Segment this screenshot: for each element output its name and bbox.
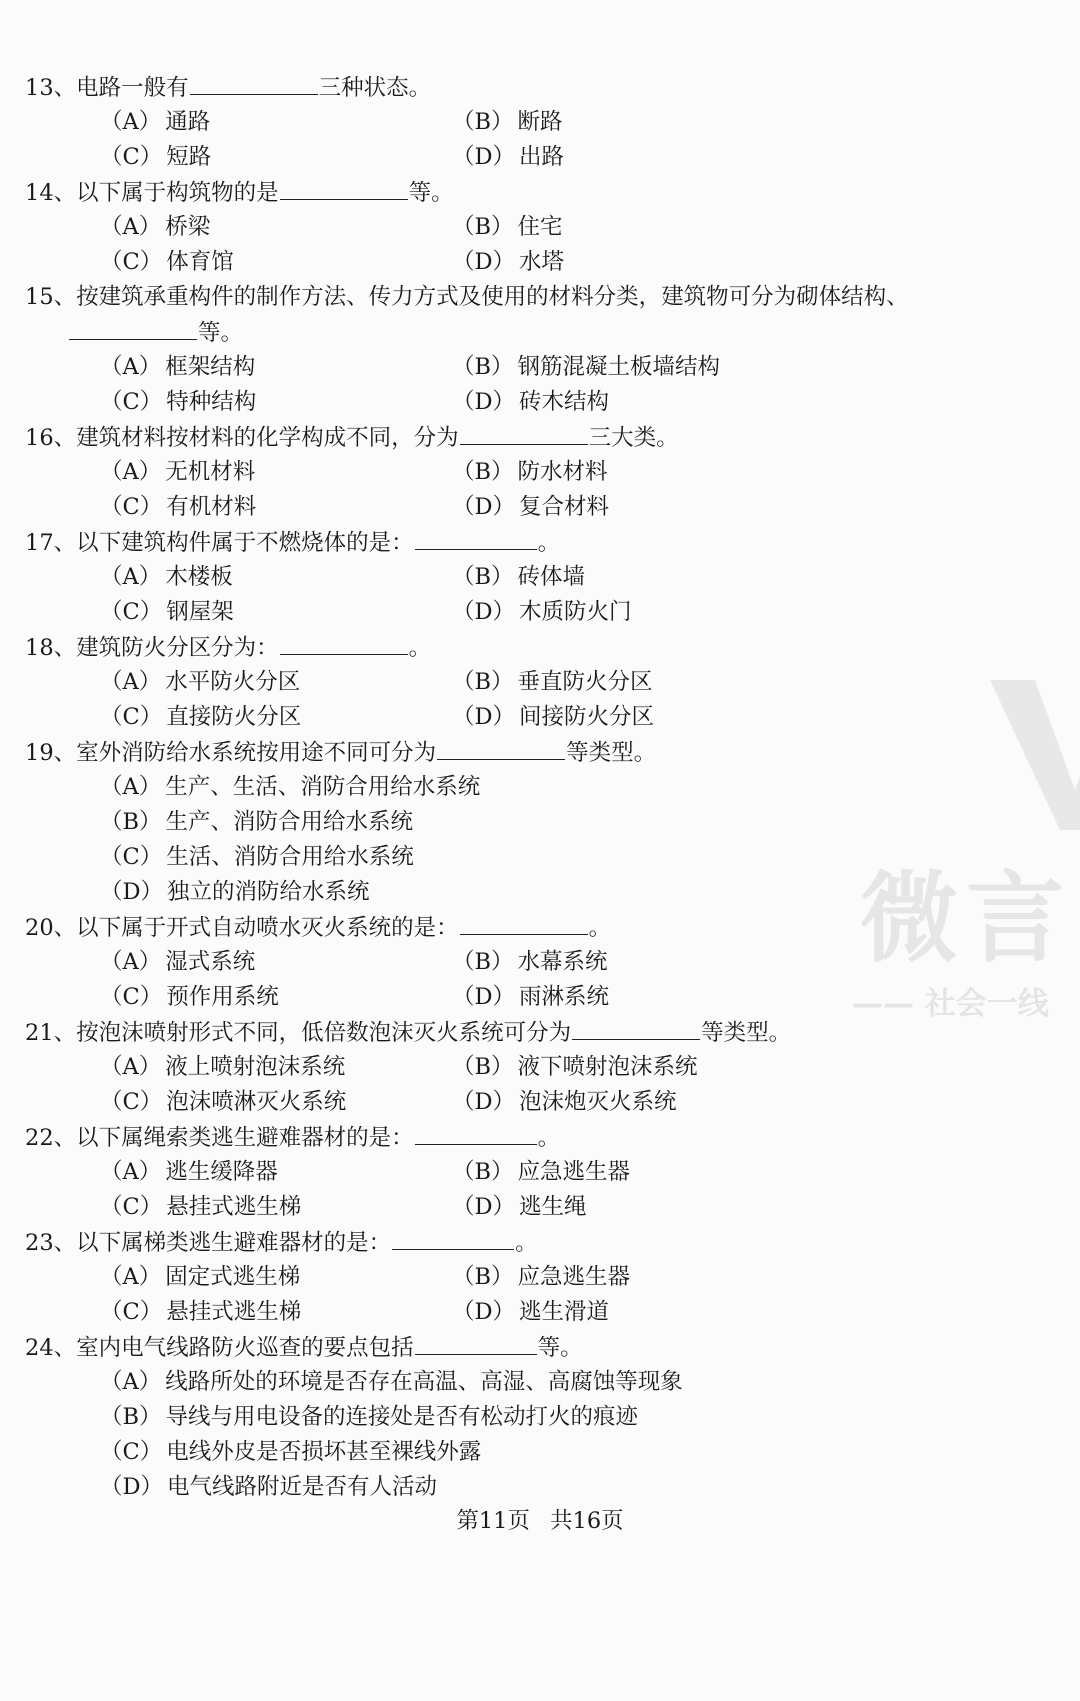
option-text: 垂直防火分区 bbox=[517, 669, 653, 695]
question-text-end: 等。 bbox=[537, 1335, 583, 1361]
answer-blank[interactable] bbox=[460, 912, 588, 935]
option-text: 电线外皮是否损坏甚至裸线外露 bbox=[166, 1439, 482, 1465]
option-letter: （C） bbox=[100, 1194, 163, 1220]
question-text: 以下属绳索类逃生避难器材的是： bbox=[76, 1125, 414, 1151]
option-letter: （D） bbox=[452, 1299, 516, 1325]
option-letter: （A） bbox=[100, 774, 162, 800]
option bbox=[100, 387, 256, 417]
answer-blank[interactable] bbox=[460, 422, 588, 445]
option-letter: （A） bbox=[100, 1369, 162, 1395]
question-stem bbox=[25, 632, 431, 663]
option bbox=[452, 387, 609, 417]
option-letter: （B） bbox=[452, 669, 514, 695]
option-text: 固定式逃生梯 bbox=[165, 1264, 301, 1290]
question-stem-continued bbox=[68, 317, 243, 348]
option-letter: （A） bbox=[100, 459, 162, 485]
option-text: 砖木结构 bbox=[519, 389, 610, 415]
option bbox=[452, 352, 720, 382]
question-number: 18、 bbox=[25, 635, 77, 661]
option bbox=[100, 1192, 301, 1222]
question-stem bbox=[25, 422, 679, 453]
page-total: 共16页 bbox=[550, 1508, 624, 1534]
option-text: 住宅 bbox=[517, 214, 563, 240]
question-text-end: 。 bbox=[588, 915, 612, 941]
option bbox=[100, 562, 233, 592]
option-text: 直接防火分区 bbox=[166, 704, 302, 730]
option bbox=[452, 702, 654, 732]
option bbox=[100, 1402, 638, 1432]
question-number: 15、 bbox=[25, 284, 77, 310]
option bbox=[452, 562, 585, 592]
question-text: 按泡沫喷射形式不同，低倍数泡沫灭火系统可分为 bbox=[76, 1020, 572, 1046]
option bbox=[452, 107, 563, 137]
question-number: 19、 bbox=[25, 740, 77, 766]
question-number: 20、 bbox=[25, 915, 77, 941]
question-number: 21、 bbox=[25, 1020, 77, 1046]
option-text: 独立的消防给水系统 bbox=[167, 879, 370, 905]
option-text: 悬挂式逃生梯 bbox=[166, 1299, 302, 1325]
answer-blank[interactable] bbox=[572, 1017, 700, 1040]
question-text-end: 。 bbox=[515, 1230, 538, 1256]
option-text: 钢筋混凝土板墙结构 bbox=[517, 354, 721, 380]
option-letter: （A） bbox=[100, 669, 162, 695]
question-number: 24、 bbox=[25, 1335, 77, 1361]
question-stem bbox=[25, 527, 560, 558]
option-letter: （B） bbox=[452, 1054, 514, 1080]
option bbox=[452, 982, 609, 1012]
question-number: 22、 bbox=[25, 1125, 77, 1151]
option-letter: （A） bbox=[100, 214, 162, 240]
option bbox=[452, 492, 609, 522]
question-stem bbox=[25, 1017, 791, 1048]
option bbox=[100, 667, 300, 697]
question-stem bbox=[25, 1122, 560, 1153]
question-text: 电路一般有 bbox=[76, 75, 189, 101]
option-text: 特种结构 bbox=[166, 389, 257, 415]
option-letter: （C） bbox=[100, 494, 163, 520]
option-text: 生产、生活、消防合用给水系统 bbox=[165, 774, 481, 800]
option bbox=[100, 1437, 481, 1467]
option bbox=[100, 877, 370, 907]
option-letter: （B） bbox=[452, 949, 514, 975]
option bbox=[100, 142, 211, 172]
question-stem bbox=[25, 1332, 583, 1363]
option-letter: （C） bbox=[100, 144, 163, 170]
option-text: 砖体墙 bbox=[517, 564, 586, 590]
option-letter: （D） bbox=[452, 389, 516, 415]
question-text-end: 等类型。 bbox=[701, 1020, 792, 1046]
answer-blank[interactable] bbox=[280, 632, 408, 655]
option-letter: （B） bbox=[452, 564, 514, 590]
option-text: 短路 bbox=[166, 144, 212, 170]
option-text: 悬挂式逃生梯 bbox=[166, 1194, 302, 1220]
option-text: 生活、消防合用给水系统 bbox=[166, 844, 414, 870]
option-letter: （C） bbox=[100, 704, 163, 730]
page-number: 第11页 bbox=[456, 1508, 530, 1534]
option-letter: （D） bbox=[452, 249, 516, 275]
option bbox=[100, 1157, 278, 1187]
question-text-end: 等类型。 bbox=[566, 740, 657, 766]
option-text: 木楼板 bbox=[165, 564, 233, 590]
option-text: 出路 bbox=[519, 144, 565, 170]
question-text-end: 等。 bbox=[408, 180, 454, 206]
answer-blank[interactable] bbox=[415, 1122, 537, 1145]
option-letter: （D） bbox=[100, 1474, 164, 1500]
option-letter: （D） bbox=[452, 1194, 516, 1220]
question-text: 建筑材料按材料的化学构成不同，分为 bbox=[76, 425, 459, 451]
question-text: 以下建筑构件属于不燃烧体的是： bbox=[76, 530, 414, 556]
option-letter: （B） bbox=[452, 109, 514, 135]
option bbox=[452, 667, 653, 697]
question-stem bbox=[25, 912, 611, 943]
option bbox=[452, 457, 608, 487]
option-letter: （B） bbox=[452, 459, 514, 485]
option-letter: （D） bbox=[452, 704, 516, 730]
option bbox=[100, 247, 234, 277]
answer-blank[interactable] bbox=[190, 72, 318, 95]
option-text: 线路所处的环境是否存在高温、高湿、高腐蚀等现象 bbox=[165, 1369, 683, 1395]
option-text: 有机材料 bbox=[166, 494, 257, 520]
option-text: 泡沫炮灭火系统 bbox=[519, 1089, 677, 1115]
option-letter: （C） bbox=[100, 1439, 163, 1465]
question-text-end: 等。 bbox=[198, 320, 244, 346]
option bbox=[452, 947, 608, 977]
option bbox=[452, 597, 632, 627]
option-letter: （D） bbox=[100, 879, 164, 905]
option-text: 电气线路附近是否有人活动 bbox=[167, 1474, 438, 1500]
question-stem bbox=[25, 72, 431, 103]
option-text: 雨淋系统 bbox=[519, 984, 610, 1010]
question-text-end: 三种状态。 bbox=[318, 75, 432, 101]
question-number: 23、 bbox=[25, 1230, 77, 1256]
option bbox=[100, 1472, 437, 1502]
option bbox=[452, 1087, 677, 1117]
option-letter: （A） bbox=[100, 949, 162, 975]
option-text: 框架结构 bbox=[165, 354, 256, 380]
option bbox=[100, 842, 414, 872]
option-letter: （D） bbox=[452, 494, 516, 520]
option-text: 导线与用电设备的连接处是否有松动打火的痕迹 bbox=[165, 1404, 639, 1430]
question-text-end: 。 bbox=[537, 530, 561, 556]
option-letter: （C） bbox=[100, 389, 163, 415]
answer-blank[interactable] bbox=[415, 1332, 537, 1355]
question-text: 按建筑承重构件的制作方法、传力方式及使用的材料分类，建筑物可分为砌体结构、 bbox=[76, 284, 909, 310]
page-footer bbox=[0, 1506, 1080, 1536]
option bbox=[452, 212, 563, 242]
option bbox=[452, 1157, 630, 1187]
option-text: 防水材料 bbox=[517, 459, 608, 485]
option-text: 水平防火分区 bbox=[165, 669, 301, 695]
option-text: 泡沫喷淋灭火系统 bbox=[166, 1089, 347, 1115]
option bbox=[452, 247, 564, 277]
option-text: 钢屋架 bbox=[166, 599, 234, 625]
option-text: 水幕系统 bbox=[517, 949, 608, 975]
option-letter: （B） bbox=[452, 354, 514, 380]
question-text: 以下属于开式自动喷水灭火系统的是： bbox=[76, 915, 459, 941]
option-text: 液下喷射泡沫系统 bbox=[517, 1054, 698, 1080]
option-text: 体育馆 bbox=[166, 249, 234, 275]
option bbox=[100, 772, 480, 802]
option-text: 复合材料 bbox=[519, 494, 610, 520]
question-number: 13、 bbox=[25, 75, 77, 101]
option bbox=[100, 107, 210, 137]
option-letter: （B） bbox=[100, 809, 162, 835]
option-text: 应急逃生器 bbox=[517, 1159, 631, 1185]
answer-blank[interactable] bbox=[437, 737, 565, 760]
option-text: 湿式系统 bbox=[165, 949, 256, 975]
option bbox=[452, 142, 564, 172]
option-letter: （D） bbox=[452, 1089, 516, 1115]
option-text: 间接防火分区 bbox=[519, 704, 655, 730]
option-text: 断路 bbox=[517, 109, 563, 135]
question-stem bbox=[25, 282, 909, 312]
question-text-end: 。 bbox=[408, 635, 432, 661]
option-letter: （A） bbox=[100, 1264, 162, 1290]
question-number: 16、 bbox=[25, 425, 77, 451]
option-letter: （B） bbox=[452, 1264, 514, 1290]
question-text: 建筑防火分区分为： bbox=[76, 635, 279, 661]
watermark-text: 微言 bbox=[860, 862, 1073, 976]
option bbox=[100, 1297, 301, 1327]
option bbox=[100, 982, 279, 1012]
option bbox=[100, 1087, 346, 1117]
option-text: 水塔 bbox=[519, 249, 565, 275]
option bbox=[452, 1192, 587, 1222]
option-letter: （C） bbox=[100, 844, 163, 870]
option bbox=[100, 597, 234, 627]
option-letter: （C） bbox=[100, 984, 163, 1010]
option-letter: （C） bbox=[100, 1089, 163, 1115]
option-text: 木质防火门 bbox=[519, 599, 632, 625]
option bbox=[452, 1052, 698, 1082]
option bbox=[100, 807, 413, 837]
question-text: 以下属于构筑物的是 bbox=[76, 180, 279, 206]
answer-blank[interactable] bbox=[415, 527, 537, 550]
option-text: 逃生缓降器 bbox=[165, 1159, 278, 1185]
option bbox=[100, 1052, 345, 1082]
option-letter: （C） bbox=[100, 1299, 163, 1325]
answer-blank[interactable] bbox=[280, 177, 408, 200]
watermark-v-logo bbox=[990, 680, 1080, 830]
option-text: 应急逃生器 bbox=[517, 1264, 631, 1290]
option-letter: （D） bbox=[452, 984, 516, 1010]
question-text-end: 三大类。 bbox=[588, 425, 679, 451]
option bbox=[100, 212, 210, 242]
answer-blank[interactable] bbox=[69, 317, 197, 340]
question-stem bbox=[25, 177, 454, 208]
option-letter: （A） bbox=[100, 1054, 162, 1080]
watermark bbox=[840, 680, 1080, 1040]
option-letter: （C） bbox=[100, 249, 163, 275]
option bbox=[100, 1367, 683, 1397]
question-stem bbox=[25, 1227, 538, 1258]
option-letter: （B） bbox=[100, 1404, 162, 1430]
option-letter: （A） bbox=[100, 354, 162, 380]
question-text: 以下属梯类逃生避难器材的是： bbox=[76, 1230, 392, 1256]
answer-blank[interactable] bbox=[392, 1227, 514, 1250]
option-letter: （C） bbox=[100, 599, 163, 625]
option-letter: （A） bbox=[100, 564, 162, 590]
question-text-end: 。 bbox=[537, 1125, 561, 1151]
option-text: 通路 bbox=[165, 109, 211, 135]
option-letter: （A） bbox=[100, 109, 162, 135]
option-text: 逃生绳 bbox=[519, 1194, 587, 1220]
option-letter: （A） bbox=[100, 1159, 162, 1185]
option bbox=[100, 947, 255, 977]
option-text: 逃生滑道 bbox=[519, 1299, 610, 1325]
question-stem bbox=[25, 737, 656, 768]
option bbox=[100, 457, 255, 487]
option-letter: （D） bbox=[452, 144, 516, 170]
question-number: 17、 bbox=[25, 530, 77, 556]
option bbox=[452, 1262, 630, 1292]
option-text: 桥梁 bbox=[165, 214, 211, 240]
option bbox=[100, 702, 301, 732]
option bbox=[100, 1262, 300, 1292]
option bbox=[100, 352, 255, 382]
option bbox=[100, 492, 256, 522]
question-text: 室外消防给水系统按用途不同可分为 bbox=[76, 740, 437, 766]
watermark-subtext: —— 社会一线 bbox=[852, 986, 1049, 1022]
option-letter: （B） bbox=[452, 1159, 514, 1185]
option bbox=[452, 1297, 609, 1327]
question-text: 室内电气线路防火巡查的要点包括 bbox=[76, 1335, 414, 1361]
option-text: 液上喷射泡沫系统 bbox=[165, 1054, 346, 1080]
option-text: 生产、消防合用给水系统 bbox=[165, 809, 414, 835]
option-text: 无机材料 bbox=[165, 459, 256, 485]
option-text: 预作用系统 bbox=[166, 984, 279, 1010]
option-letter: （D） bbox=[452, 599, 516, 625]
option-letter: （B） bbox=[452, 214, 514, 240]
question-number: 14、 bbox=[25, 180, 77, 206]
